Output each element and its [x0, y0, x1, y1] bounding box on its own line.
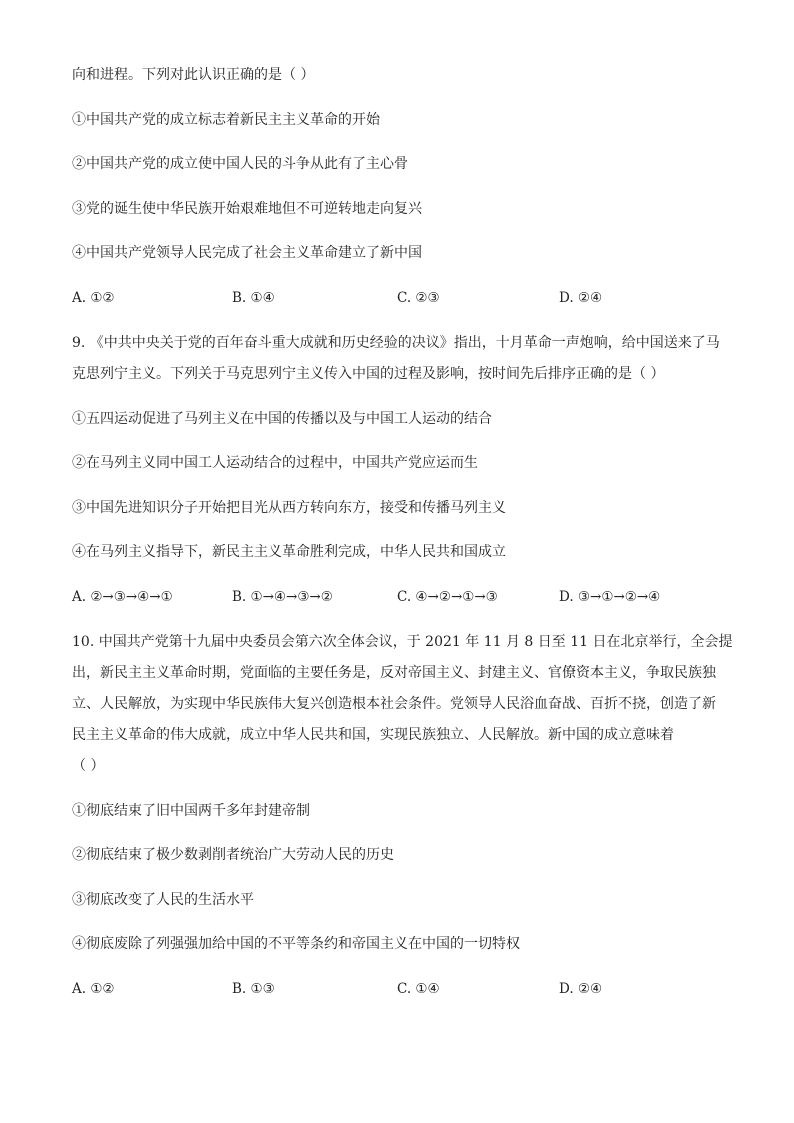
q9-option-d[interactable]: D. ③→①→②→④: [559, 589, 661, 605]
q9-options: [72, 587, 712, 607]
q9-statement-1: ①五四运动促进了马列主义在中国的传播以及与中国工人运动的结合: [72, 411, 492, 427]
q8-statement-2: ②中国共产党的成立使中国人民的斗争从此有了主心骨: [72, 156, 408, 172]
q10-statement-4: ④彻底废除了列强强加给中国的不平等条约和帝国主义在中国的一切特权: [72, 936, 520, 952]
q10-option-b[interactable]: B. ①③: [232, 981, 275, 997]
q8-statement-3: ③党的诞生使中华民族开始艰难地但不可逆转地走向复兴: [72, 201, 422, 217]
q10-stem-line-2: 出，新民主主义革命时期，党面临的主要任务是，反对帝国主义、封建主义、官僚资本主义，争取民族独: [72, 665, 716, 681]
q9-statement-2: ②在马列主义同中国工人运动结合的过程中，中国共产党应运而生: [72, 455, 478, 471]
q8-option-d[interactable]: D. ②④: [559, 290, 603, 306]
q8-option-a[interactable]: A. ①②: [72, 290, 115, 306]
q10-stem-line-4: 民主主义革命的伟大成就，成立中华人民共和国，实现民族独立、人民解放。新中国的成立意味着: [72, 727, 674, 743]
q9-statement-4: ④在马列主义指导下，新民主主义革命胜利完成，中华人民共和国成立: [72, 544, 506, 560]
q9-option-a[interactable]: A. ②→③→④→①: [72, 589, 173, 605]
q9-option-b[interactable]: B. ①→④→③→②: [232, 589, 333, 605]
q10-stem-line-5: （ ）: [72, 758, 105, 774]
q10-options: [72, 979, 712, 999]
q10-stem-line-3: 立、人民解放，为实现中华民族伟大复兴创造根本社会条件。党领导人民浴血奋战、百折不挠，创造了新: [72, 696, 716, 712]
q10-statement-1: ①彻底结束了旧中国两千多年封建帝制: [72, 803, 310, 819]
q10-statement-2: ②彻底结束了极少数剥削者统治广大劳动人民的历史: [72, 847, 394, 863]
q9-stem-line-1: 9. 《中共中央关于党的百年奋斗重大成就和历史经验的决议》指出，十月革命一声炮响，给中国送来了马: [72, 335, 720, 351]
q9-statement-3: ③中国先进知识分子开始把目光从西方转向东方，接受和传播马列主义: [72, 500, 506, 516]
q8-statement-4: ④中国共产党领导人民完成了社会主义革命建立了新中国: [72, 245, 422, 261]
q8-statement-1: ①中国共产党的成立标志着新民主主义革命的开始: [72, 112, 380, 128]
q8-option-c[interactable]: C. ②③: [397, 290, 440, 306]
q8-option-b[interactable]: B. ①④: [232, 290, 275, 306]
q9-stem-line-2: 克思列宁主义。下列关于马克思列宁主义传入中国的过程及影响，按时间先后排序正确的是（ ）: [72, 366, 665, 382]
q8-options: [72, 288, 712, 308]
q10-stem-line-1: 10. 中国共产党第十九届中央委员会第六次全体会议，于 2021 年 11 月 8 日至 11 日在北京举行，全会提: [72, 634, 733, 650]
q8-stem-tail: 向和进程。下列对此认识正确的是（ ）: [72, 67, 315, 83]
q10-option-d[interactable]: D. ②④: [559, 981, 603, 997]
q10-option-a[interactable]: A. ①②: [72, 981, 115, 997]
q10-statement-3: ③彻底改变了人民的生活水平: [72, 892, 254, 908]
q10-option-c[interactable]: C. ①④: [397, 981, 440, 997]
q9-option-c[interactable]: C. ④→②→①→③: [397, 589, 498, 605]
